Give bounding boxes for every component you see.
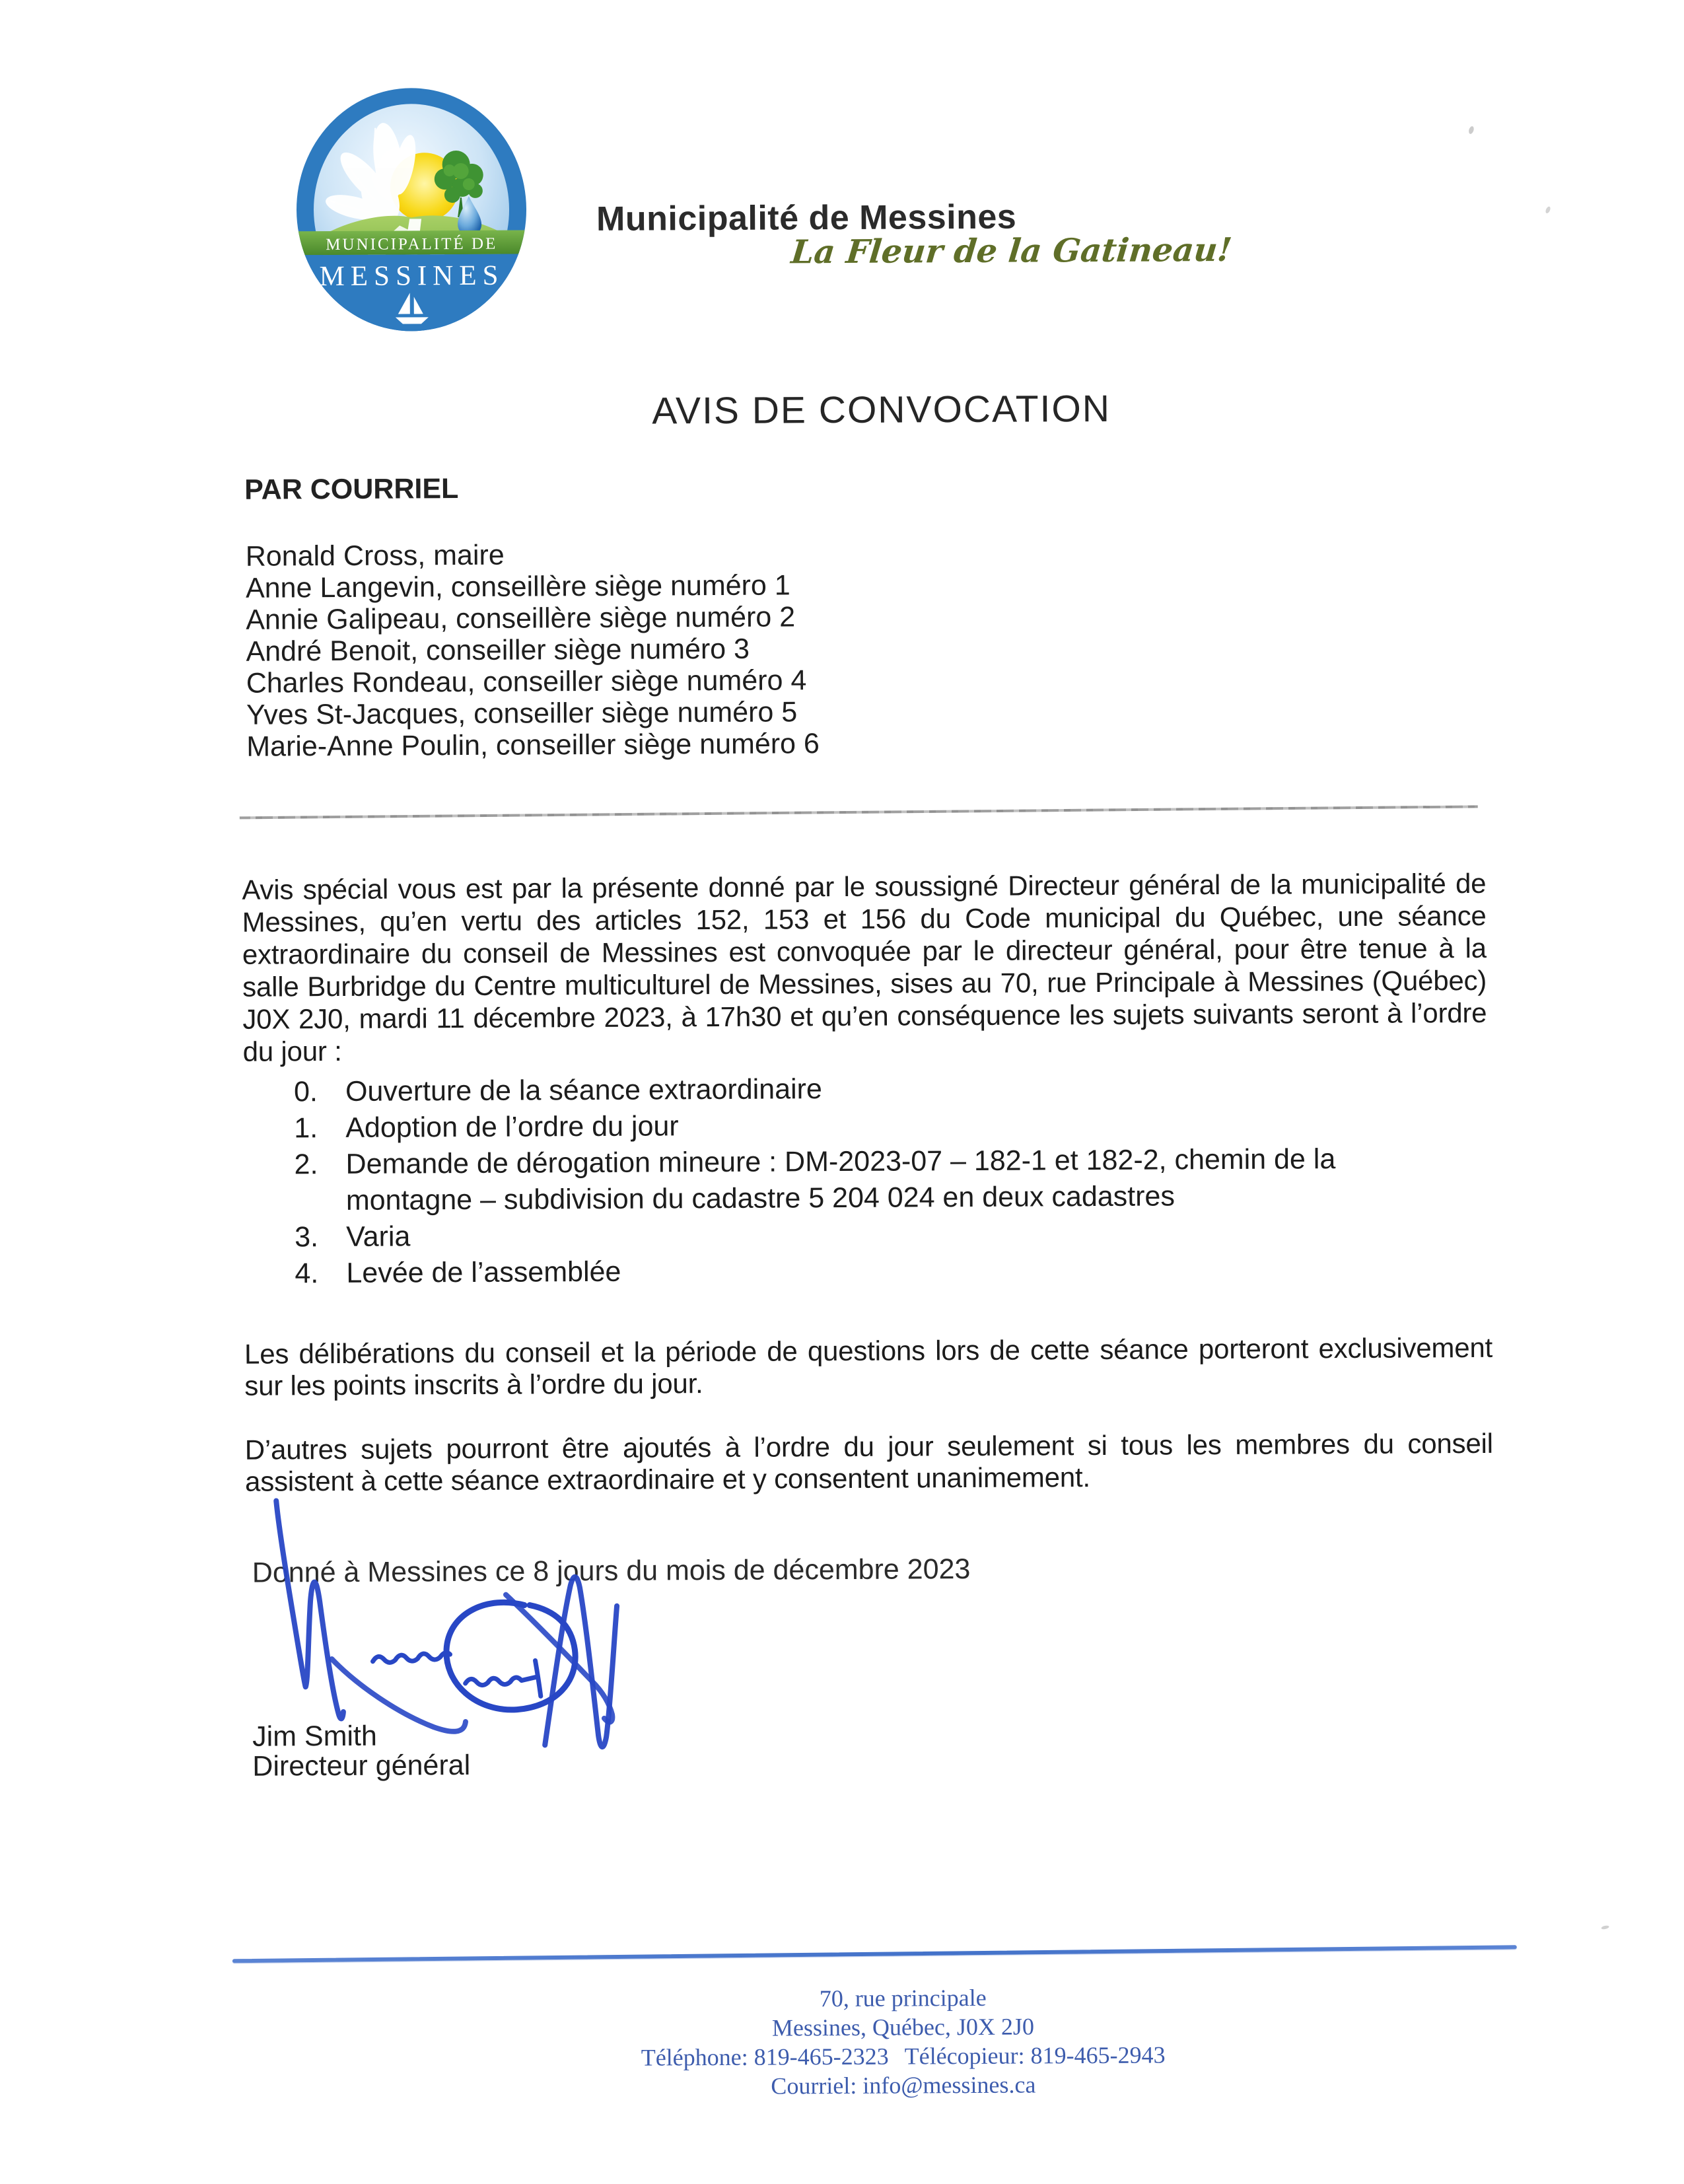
recipient-line: Charles Rondeau, conseiller siège numéro 4 <box>246 664 807 699</box>
recipient-line: André Benoit, conseiller siège numéro 3 <box>246 633 750 668</box>
delivery-method-label: PAR COURRIEL <box>244 473 459 506</box>
agenda-item-number: 0. <box>293 1076 318 1108</box>
footer-address-line1: 70, rue principale <box>819 1984 987 2012</box>
section-divider <box>240 805 1478 819</box>
agenda-item <box>294 1068 1483 1110</box>
date-line: Donné à Messines ce 8 jours du mois de décembre 2023 <box>252 1553 971 1589</box>
agenda-item-text: Adoption de l’ordre du jour <box>345 1110 679 1144</box>
logo-band-top-label: MUNICIPALITÉ DE <box>326 234 498 254</box>
additional-subjects-note: D’autres sujets pourront être ajoutés à l’ordre du jour seulement si tous les membres du conseil assistent à cette séance extraordinaire et y consentent unanimement. <box>244 1427 1493 1497</box>
municipality-logo <box>295 86 528 333</box>
organization-name: Municipalité de Messines <box>596 197 1017 238</box>
signatory-name: Jim Smith <box>252 1720 377 1753</box>
agenda-item <box>294 1104 1483 1146</box>
agenda-item <box>294 1141 1483 1219</box>
footer-fax: Télécopieur: 819-465-2943 <box>904 2041 1166 2070</box>
agenda-item <box>295 1213 1483 1255</box>
recipient-line: Annie Galipeau, conseillère siège numéro 2 <box>246 601 796 636</box>
footer-email: Courriel: info@messines.ca <box>771 2071 1036 2099</box>
footer-address-line2: Messines, Québec, J0X 2J0 <box>771 2013 1035 2041</box>
document-title: AVIS DE CONVOCATION <box>652 387 1111 433</box>
footer-divider <box>232 1945 1517 1963</box>
deliberations-note: Les délibérations du conseil et la période de questions lors de cette séance porteront exclusivement sur les points inscrits à l’ordre du jour. <box>244 1331 1493 1401</box>
agenda-item-text: Ouverture de la séance extraordinaire <box>345 1073 822 1108</box>
agenda-item-number: 1. <box>294 1112 318 1145</box>
agenda-item <box>295 1250 1483 1292</box>
recipient-line: Anne Langevin, conseillère siège numéro 1 <box>245 569 790 604</box>
recipient-line: Ronald Cross, maire <box>245 539 505 573</box>
logo-emblem-icon <box>295 86 528 333</box>
agenda-list <box>294 1068 1484 1292</box>
organization-tagline: La Fleur de la Gatineau! <box>789 230 1234 271</box>
logo-band-bottom-label: MESSINES <box>319 260 505 293</box>
footer-block <box>242 1980 1564 2103</box>
scan-artifact <box>1601 1925 1609 1930</box>
agenda-item-text: Levée de l’assemblée <box>346 1255 621 1289</box>
intro-paragraph: Avis spécial vous est par la présente donné par le soussigné Directeur général de la municipalité de Messines, qu’en vertu des articles 152, 153 et 156 du Code municipal du Québec, une séance extraordinaire du conseil de Messines est convoquée par le directeur général, pour être tenue à la salle Burbridge du Centre multiculturel de Messines, sises au 70, rue Principale à Messines (Québec) J0X 2J0, mardi 11 décembre 2023, à 17h30 et qu’en conséquence les sujets suivants seront à l’ordre du jour : <box>242 867 1487 1067</box>
signatory-role: Directeur général <box>252 1749 471 1782</box>
recipients-list <box>246 538 820 763</box>
agenda-item-number: 2. <box>294 1148 318 1181</box>
footer-phone: Téléphone: 819-465-2323 <box>641 2043 889 2071</box>
scan-artifact <box>1468 125 1475 135</box>
agenda-item-number: 4. <box>295 1257 319 1290</box>
scan-artifact <box>1545 206 1551 215</box>
agenda-item-text: Demande de dérogation mineure : DM-2023-07 – 182-1 et 182-2, chemin de la montagne – subdivision du cadastre 5 204 024 en deux cadastres <box>345 1143 1336 1216</box>
recipient-line: Yves St-Jacques, conseiller siège numéro 5 <box>246 696 798 731</box>
agenda-item-number: 3. <box>295 1221 319 1253</box>
agenda-item-text: Varia <box>346 1220 411 1253</box>
recipient-line: Marie-Anne Poulin, conseiller siège numéro 6 <box>246 728 820 763</box>
